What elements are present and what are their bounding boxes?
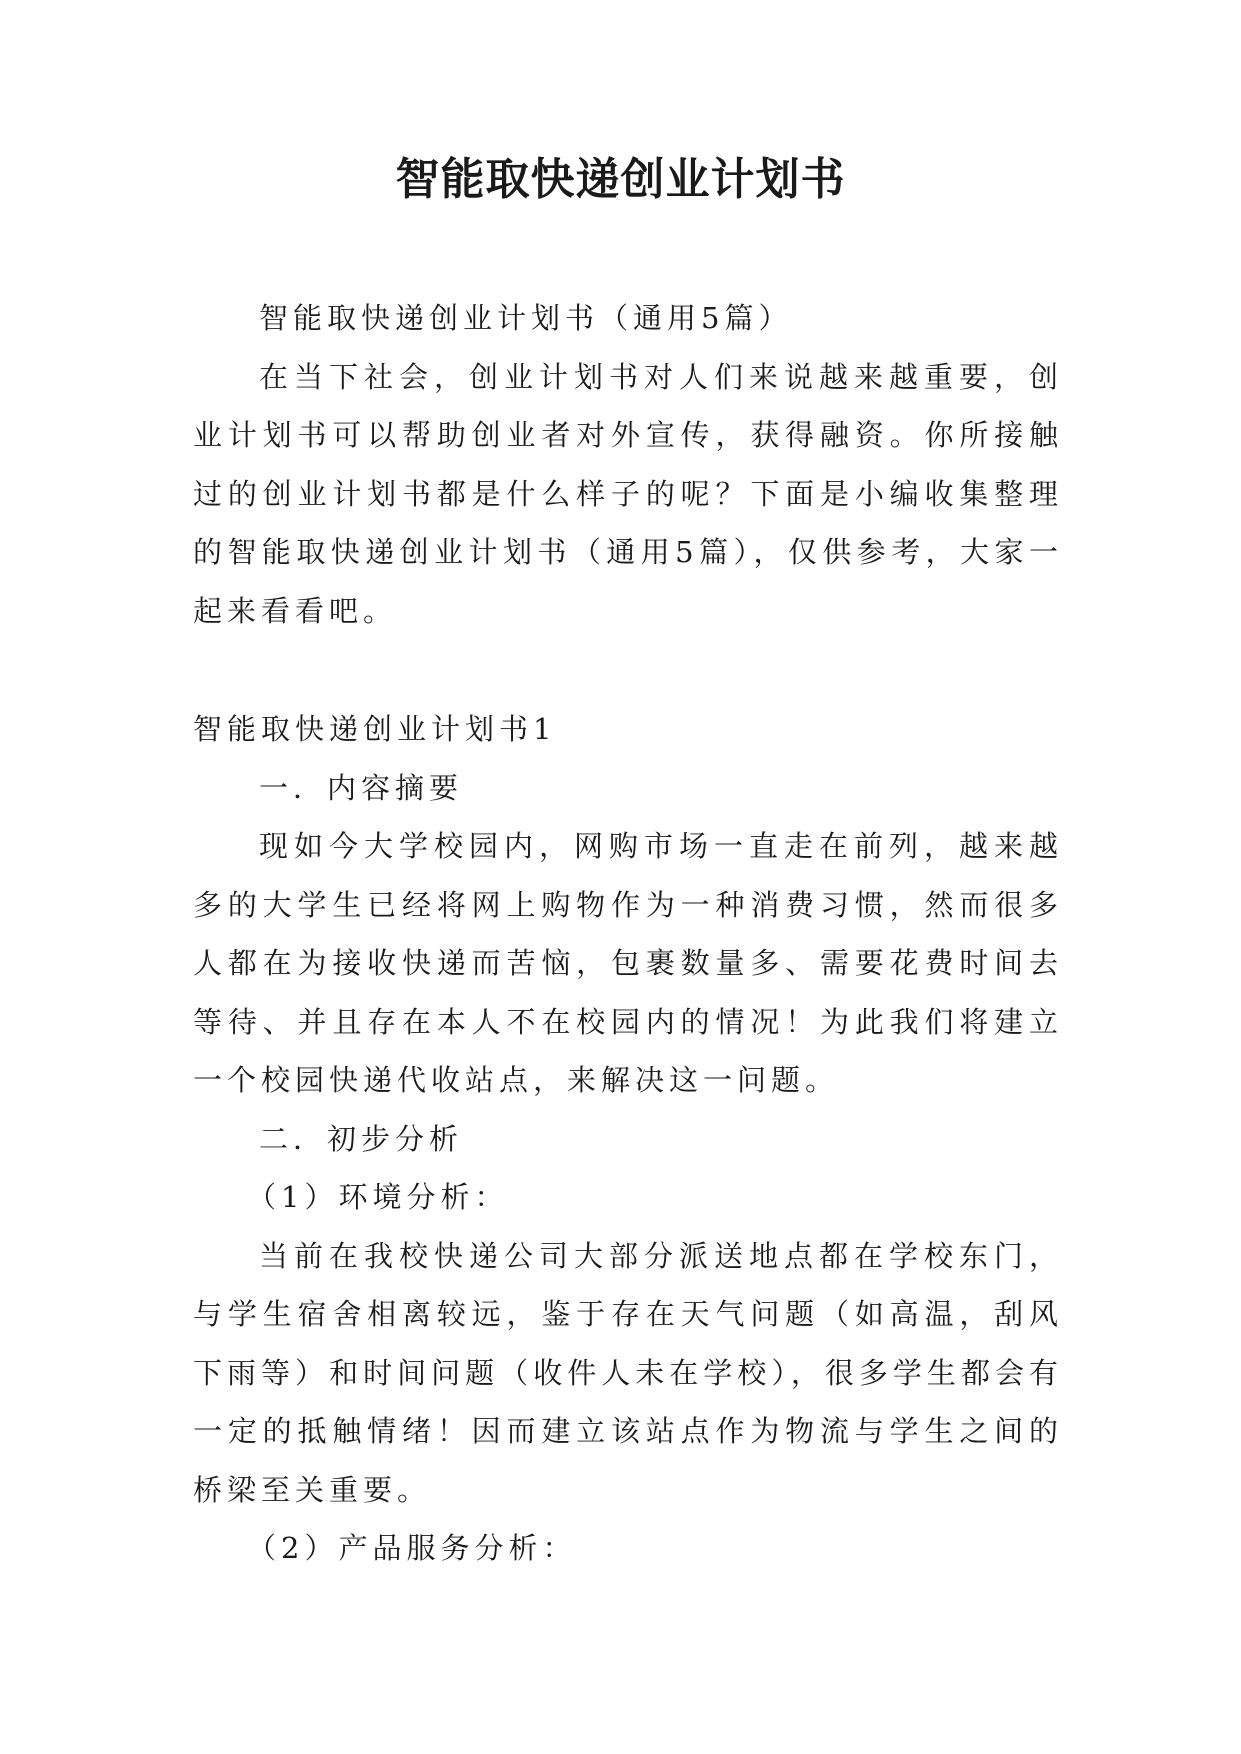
heading-environment-analysis: （1）环境分析： [247, 1180, 509, 1214]
heading-preliminary-analysis: 二．初步分析 [259, 1121, 464, 1156]
heading-content-summary: 一．内容摘要 [259, 770, 464, 805]
section-spacer [193, 640, 1063, 700]
document-title: 智能取快递创业计划书 [395, 154, 846, 205]
subtitle-paragraph: 智能取快递创业计划书（通用5篇） [259, 301, 793, 335]
intro-paragraph: 在当下社会，创业计划书对人们来说越来越重要，创业计划书可以帮助创业者对外宣传，获得融资。你所接触过的创业计划书都是什么样子的呢？下面是小编收集整理的智能取快递创业计划书（通用5篇），仅供参考，大家一起来看看吧。 [193, 359, 1063, 628]
section-heading: 智能取快递创业计划书1 [193, 712, 557, 746]
heading-product-service-analysis: （2）产品服务分析： [247, 1531, 577, 1565]
document-body [193, 289, 1063, 1578]
environment-paragraph: 当前在我校快递公司大部分派送地点都在学校东门，与学生宿舍相离较远，鉴于存在天气问题（如高温，刮风下雨等）和时间问题（收件人未在学校），很多学生都会有一定的抵触情绪！因而建立该站点作为物流与学生之间的桥梁至关重要。 [193, 1238, 1063, 1507]
summary-paragraph: 现如今大学校园内，网购市场一直走在前列，越来越多的大学生已经将网上购物作为一种消费习惯，然而很多人都在为接收快递而苦恼，包裹数量多、需要花费时间去等待、并且存在本人不在校园内的情况！为此我们将建立一个校园快递代收站点，来解决这一问题。 [193, 829, 1063, 1097]
